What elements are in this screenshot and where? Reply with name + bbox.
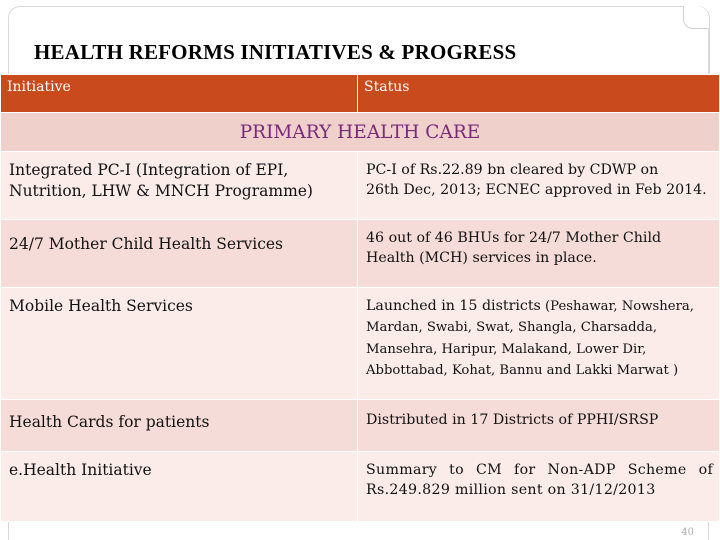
section-heading: PRIMARY HEALTH CARE [1, 113, 720, 152]
header-initiative: Initiative [1, 75, 358, 113]
initiative-cell: Integrated PC-I (Integration of EPI, Nutrition, LHW & MNCH Programme) [1, 152, 358, 220]
table-row [1, 152, 720, 220]
table-row [1, 452, 720, 522]
status-text-cont: 26th Dec, 2013; ECNEC approved in Feb 2014. [366, 182, 707, 199]
slide-corner-tab [683, 6, 709, 29]
status-detail: (Peshawar, Nowshera, Mardan, Swabi, Swat, Shangla, Charsadda, Mansehra, Haripur, Malakand, Lower Dir, Abbottabad, Kohat, Bannu and Lakki Marwat ) [366, 299, 694, 379]
initiative-cell: Mobile Health Services [1, 288, 358, 400]
initiative-cell: Health Cards for patients [1, 400, 358, 452]
table-row [1, 220, 720, 288]
initiative-cell: e.Health Initiative [1, 452, 358, 522]
section-row [1, 113, 720, 152]
page-number: 40 [681, 527, 694, 538]
header-status: Status [358, 75, 720, 113]
status-text: Launched in 15 districts [366, 298, 541, 314]
initiatives-table [0, 74, 720, 522]
status-cell [358, 152, 720, 220]
table-header-row [1, 75, 720, 113]
status-cell [358, 288, 720, 400]
status-cell: Distributed in 17 Districts of PPHI/SRSP [358, 400, 720, 452]
page-title: HEALTH REFORMS INITIATIVES & PROGRESS [34, 40, 517, 64]
status-cell: Summary to CM for Non-ADP Scheme of Rs.249.829 million sent on 31/12/2013 [358, 452, 720, 522]
table-row [1, 288, 720, 400]
table-row [1, 400, 720, 452]
initiative-cell: 24/7 Mother Child Health Services [1, 220, 358, 288]
status-cell: 46 out of 46 BHUs for 24/7 Mother Child Health (MCH) services in place. [358, 220, 720, 288]
status-text: PC-I of Rs.22.89 bn cleared by CDWP on [366, 162, 659, 178]
